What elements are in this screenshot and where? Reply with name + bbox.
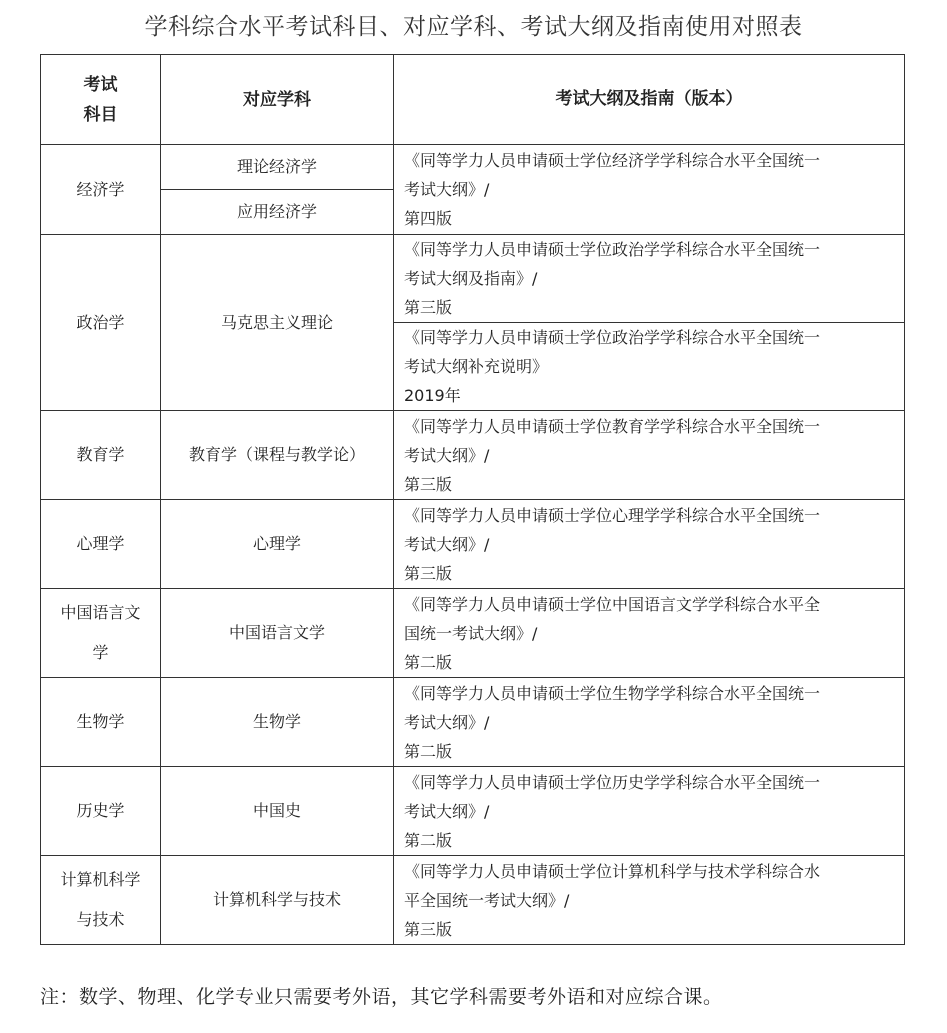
syllabus-line: 《同等学力人员申请硕士学位生物学学科综合水平全国统一	[404, 683, 821, 703]
table-row	[41, 500, 905, 589]
syllabus-cell	[394, 145, 905, 235]
syllabus-cell	[394, 323, 905, 411]
discipline-cell: 理论经济学	[161, 145, 394, 190]
syllabus-edition: 第二版	[404, 830, 453, 850]
syllabus-cell	[394, 678, 905, 767]
syllabus-edition: 第三版	[404, 298, 453, 317]
table-row	[41, 856, 905, 945]
syllabus-line: 考试大纲》/	[404, 801, 490, 821]
table-row	[41, 589, 905, 678]
syllabus-line: 国统一考试大纲》/	[404, 623, 538, 643]
syllabus-line: 《同等学力人员申请硕士学位教育学学科综合水平全国统一	[404, 416, 821, 436]
footnote: 注：数学、物理、化学专业只需要考外语，其它学科需要考外语和对应综合课。	[40, 986, 723, 1008]
table-row	[41, 678, 905, 767]
exam-subject-cell: 教育学	[41, 411, 161, 500]
discipline-cell: 教育学（课程与教学论）	[161, 411, 394, 500]
discipline-cell: 中国史	[161, 767, 394, 856]
discipline-cell: 生物学	[161, 678, 394, 767]
exam-subject-cell: 心理学	[41, 500, 161, 589]
syllabus-line: 《同等学力人员申请硕士学位经济学学科综合水平全国统一	[404, 151, 821, 170]
exam-subject-line: 与技术	[76, 910, 125, 929]
syllabus-line: 平全国统一考试大纲》/	[404, 890, 570, 910]
exam-subject-cell	[41, 856, 161, 945]
syllabus-edition: 第四版	[404, 209, 453, 228]
header-syllabus: 考试大纲及指南（版本）	[394, 55, 905, 145]
exam-subject-line: 中国语言文	[60, 603, 141, 622]
table-header-row	[41, 55, 905, 145]
syllabus-edition: 第二版	[404, 652, 453, 672]
syllabus-line: 《同等学力人员申请硕士学位历史学学科综合水平全国统一	[404, 772, 821, 792]
syllabus-line: 考试大纲》/	[404, 534, 490, 554]
syllabus-line: 考试大纲及指南》/	[404, 269, 538, 288]
page-title: 学科综合水平考试科目、对应学科、考试大纲及指南使用对照表	[144, 14, 803, 40]
exam-subject-cell: 经济学	[41, 145, 161, 235]
exam-subject-cell: 政治学	[41, 235, 161, 411]
syllabus-edition: 第三版	[404, 474, 453, 494]
syllabus-line: 《同等学力人员申请硕士学位政治学学科综合水平全国统一	[404, 328, 821, 347]
table-row	[41, 235, 905, 323]
syllabus-cell	[394, 767, 905, 856]
discipline-cell: 心理学	[161, 500, 394, 589]
syllabus-cell	[394, 235, 905, 323]
syllabus-edition: 第三版	[404, 919, 453, 939]
syllabus-line: 考试大纲》/	[404, 445, 490, 465]
exam-subject-cell	[41, 589, 161, 678]
syllabus-line: 《同等学力人员申请硕士学位中国语言文学学科综合水平全	[404, 594, 821, 614]
exam-subject-cell: 历史学	[41, 767, 161, 856]
syllabus-cell	[394, 589, 905, 678]
header-exam-subject-line1: 考试	[83, 74, 118, 95]
syllabus-edition: 第二版	[404, 741, 453, 761]
syllabus-line: 《同等学力人员申请硕士学位政治学学科综合水平全国统一	[404, 240, 821, 259]
header-exam-subject-line2: 科目	[83, 104, 118, 125]
discipline-cell: 中国语言文学	[161, 589, 394, 678]
discipline-cell: 应用经济学	[161, 190, 394, 235]
header-exam-subject	[41, 55, 161, 145]
table-row	[41, 767, 905, 856]
syllabus-line: 考试大纲》/	[404, 712, 490, 732]
syllabus-cell	[394, 500, 905, 589]
exam-subject-cell: 生物学	[41, 678, 161, 767]
syllabus-edition: 2019年	[404, 386, 461, 405]
exam-subject-line: 学	[92, 643, 109, 662]
header-discipline: 对应学科	[161, 55, 394, 145]
table-row	[41, 145, 905, 190]
table-row	[41, 411, 905, 500]
syllabus-cell	[394, 411, 905, 500]
exam-syllabus-table	[40, 54, 905, 945]
syllabus-cell	[394, 856, 905, 945]
syllabus-line: 《同等学力人员申请硕士学位计算机科学与技术学科综合水	[404, 861, 821, 881]
discipline-cell: 马克思主义理论	[161, 235, 394, 411]
syllabus-edition: 第三版	[404, 563, 453, 583]
discipline-cell: 计算机科学与技术	[161, 856, 394, 945]
syllabus-line: 考试大纲》/	[404, 180, 490, 199]
exam-subject-line: 计算机科学	[60, 870, 141, 889]
syllabus-line: 考试大纲补充说明》	[404, 357, 549, 376]
syllabus-line: 《同等学力人员申请硕士学位心理学学科综合水平全国统一	[404, 505, 821, 525]
